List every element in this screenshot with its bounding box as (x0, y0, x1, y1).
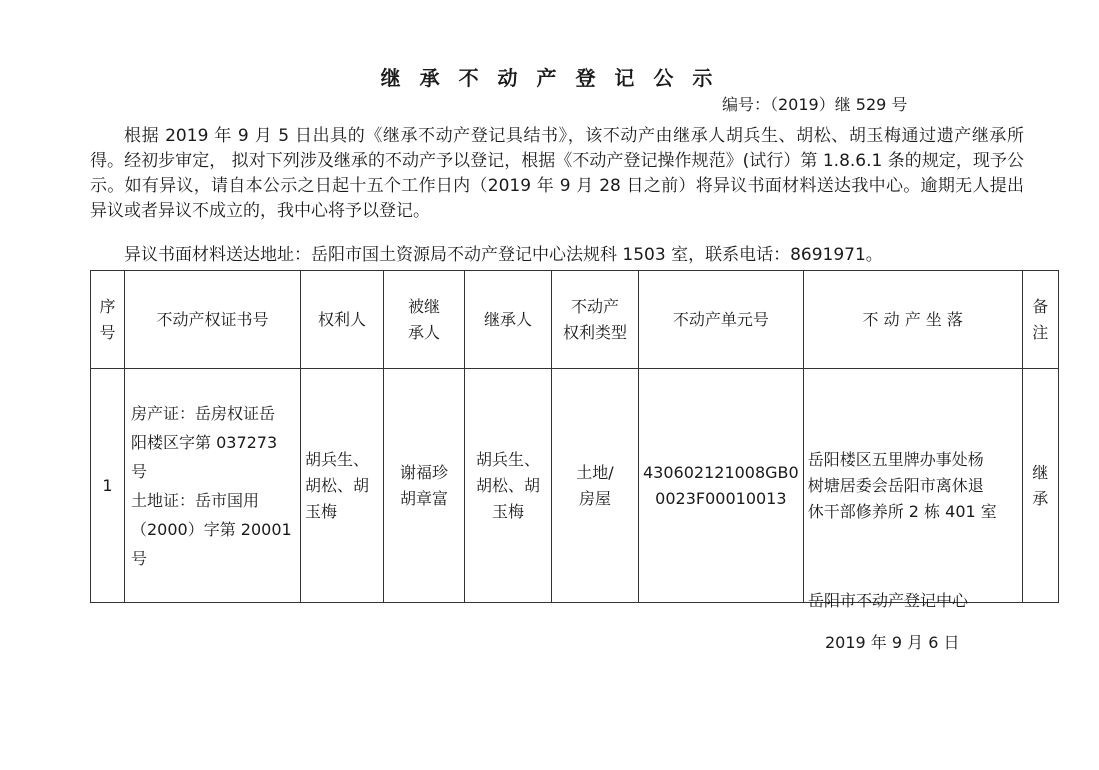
cell-right-holder: 胡兵生、 胡松、胡 玉梅 (301, 369, 384, 603)
table-row (91, 369, 1059, 603)
header-decedent: 被继 承人 (384, 271, 465, 369)
cell-heir: 胡兵生、 胡松、胡 玉梅 (465, 369, 552, 603)
cell-seq: 1 (91, 369, 125, 603)
cell-remark: 继 承 (1022, 369, 1058, 603)
header-unit-no: 不动产单元号 (639, 271, 804, 369)
document-title: 继 承 不 动 产 登 记 公 示 (380, 66, 719, 90)
header-cert-no: 不动产权证书号 (125, 271, 301, 369)
header-seq: 序 号 (91, 271, 125, 369)
header-right-type: 不动产 权利类型 (552, 271, 639, 369)
issuing-authority: 岳阳市不动产登记中心 (808, 591, 969, 610)
cell-right-type: 土地/ 房屋 (552, 369, 639, 603)
issue-date: 2019 年 9 月 6 日 (825, 633, 960, 652)
table-header-row (91, 271, 1059, 369)
cell-unit-no: 430602121008GB0 0023F00010013 (639, 369, 804, 603)
header-remark: 备 注 (1022, 271, 1058, 369)
property-table (90, 270, 1059, 603)
cell-decedent: 谢福珍 胡章富 (384, 369, 465, 603)
cell-location: 岳阳楼区五里牌办事处杨 树塘居委会岳阳市离休退 休干部修养所 2 栋 401 室 (803, 369, 1022, 603)
document-number: 编号：（2019）继 529 号 (722, 95, 908, 114)
header-right-holder: 权利人 (301, 271, 384, 369)
cell-cert-no: 房产证：岳房权证岳 阳楼区字第 037273 号 土地证：岳市国用 （2000）字第 20001 号 (125, 369, 301, 603)
body-paragraph: 根据 2019 年 9 月 5 日出具的《继承不动产登记具结书》，该不动产由继承人胡兵生、胡松、胡玉梅通过遗产继承所得。经初步审定， 拟对下列涉及继承的不动产予以登记，根据《不动产登记操作规范》(试行）第 1.8.6.1 条的规定，现予公示。如有异议，请自本公示之日起十五个工作日内（2019 年 9 月 28 日之前）将异议书面材料送达我中心。逾期无人提出异议或者异议不成立的，我中心将予以登记。 (90, 126, 1024, 221)
objection-address: 异议书面材料送达地址：岳阳市国土资源局不动产登记中心法规科 1503 室，联系电话：8691971。 (124, 245, 883, 265)
header-heir: 继承人 (465, 271, 552, 369)
header-location: 不 动 产 坐 落 (803, 271, 1022, 369)
